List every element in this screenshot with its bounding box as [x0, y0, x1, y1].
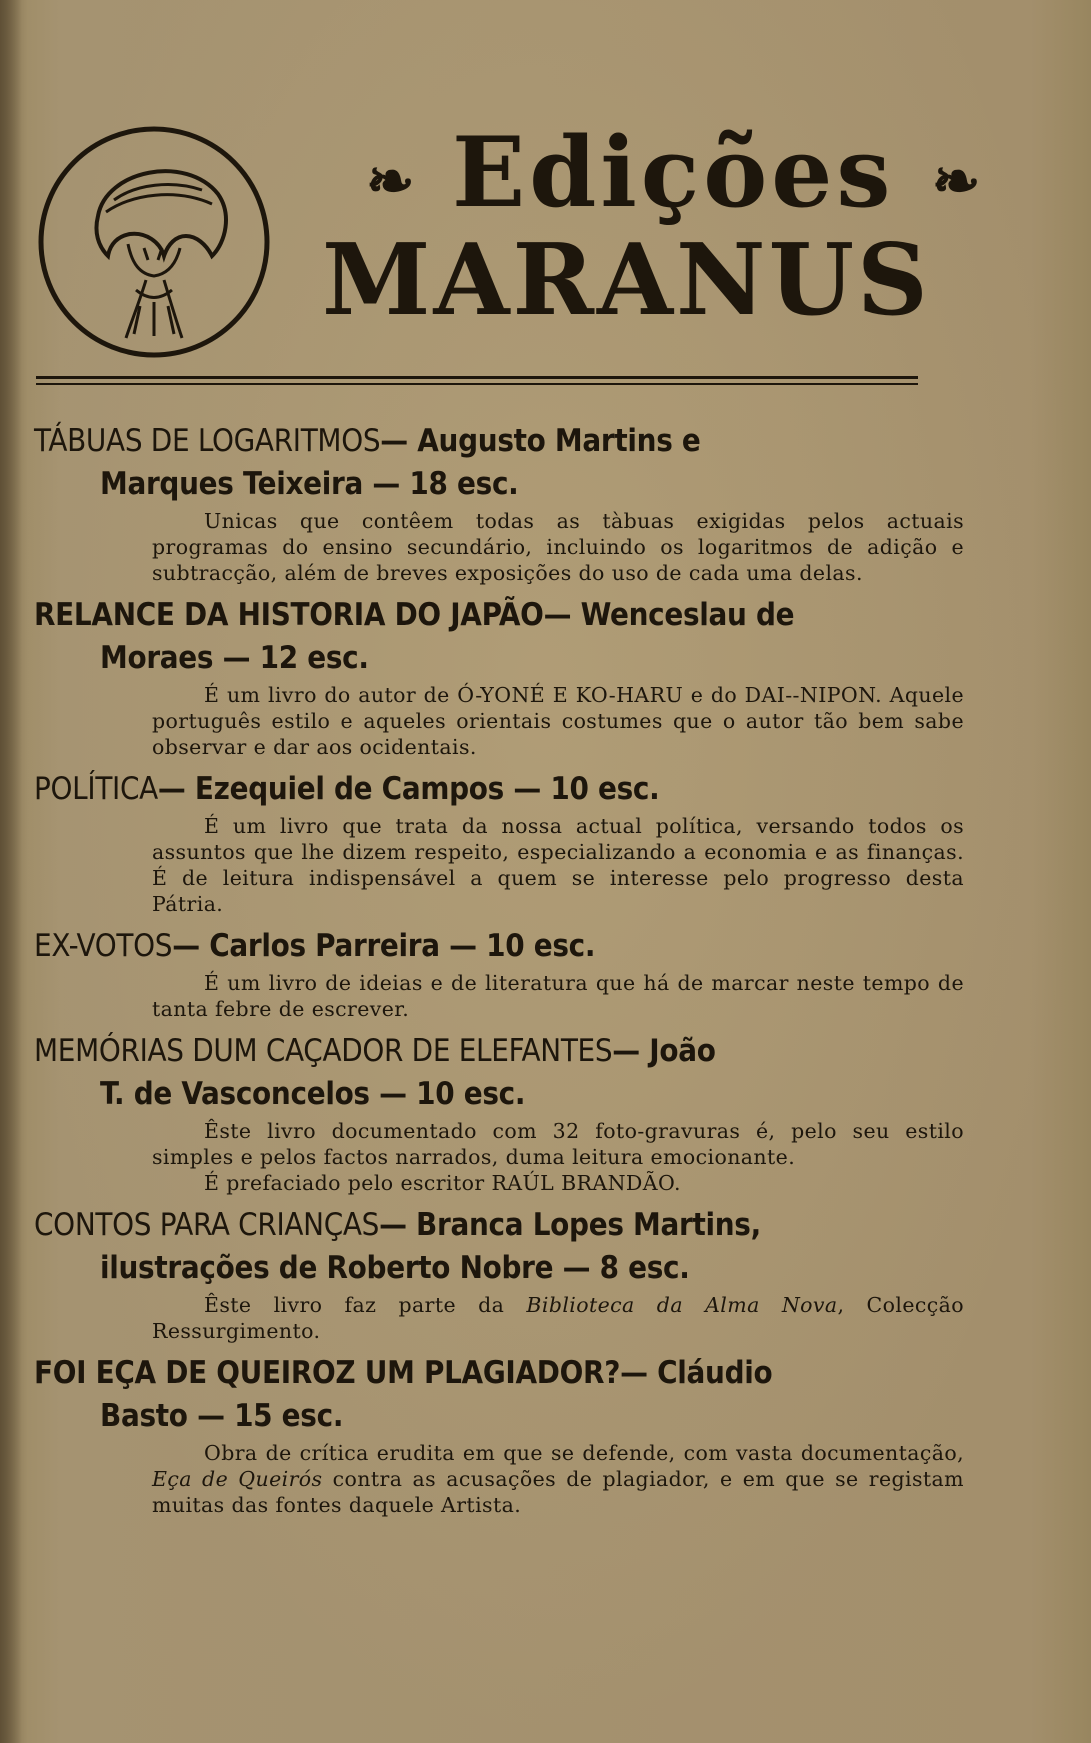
book-description: É um livro que trata da nossa actual política, versando todos os assuntos que lhe dizem respeito, especializando a economia e as finanças. É de leitura indispensável a quem se interesse pelo progresso desta Pátria.: [152, 814, 964, 916]
book-catalog: [34, 420, 965, 1526]
book-author-cont: Basto — 15 esc.: [100, 1398, 344, 1434]
book-author: — Wenceslau de: [543, 597, 795, 633]
book-author: — Augusto Martins e: [380, 423, 701, 459]
ornament-left-icon: ❧: [366, 147, 415, 216]
book-title: CONTOS PARA CRIANÇAS: [34, 1207, 380, 1243]
book-entry: [34, 1352, 964, 1518]
book-description: Êste livro documentado com 32 foto-gravuras é, pelo seu estilo simples e pelos factos narrados, duma leitura emocionante. É prefaciado pelo escritor RAÚL BRANDÃO.: [152, 1119, 964, 1195]
book-title: EX-VOTOS: [34, 928, 173, 964]
book-entry: [34, 768, 964, 917]
book-entry: [34, 420, 964, 586]
book-entry: [34, 1030, 964, 1196]
book-author: — Cláudio: [620, 1355, 773, 1391]
book-heading: [34, 1352, 934, 1438]
book-author-cont: Marques Teixeira — 18 esc.: [100, 466, 519, 502]
header-rule-bottom: [36, 383, 918, 385]
book-author-cont: ilustrações de Roberto Nobre — 8 esc.: [100, 1250, 690, 1286]
header-rule-top: [36, 376, 918, 379]
book-author: — Branca Lopes Martins,: [379, 1207, 761, 1243]
book-author-cont: Moraes — 12 esc.: [100, 640, 369, 676]
book-title: POLÍTICA: [34, 771, 158, 807]
book-description: Unicas que contêem todas as tàbuas exigidas pelos actuais programas do ensino secundário, incluindo os logaritmos de adição e subtracção, além de breves exposições do uso de cada uma delas.: [152, 509, 964, 585]
book-title: RELANCE DA HISTORIA DO JAPÃO: [34, 597, 544, 633]
book-entry: [34, 925, 964, 1022]
book-title: FOI EÇA DE QUEIROZ UM PLAGIADOR?: [34, 1355, 621, 1391]
book-description: É um livro de ideias e de literatura que há de marcar neste tempo de tanta febre de escrever.: [152, 971, 964, 1021]
book-author: — Ezequiel de Campos — 10 esc.: [157, 771, 660, 807]
ornament-right-icon: ❧: [931, 147, 981, 216]
brand-title-top: [366, 116, 981, 236]
publisher-logo-icon: [36, 124, 272, 360]
book-heading: [34, 768, 934, 811]
book-heading: [34, 1204, 934, 1290]
book-entry: [34, 594, 964, 760]
masthead: [36, 116, 981, 368]
series-name: Biblioteca da Alma Nova: [526, 1293, 838, 1317]
book-entry: [34, 1204, 965, 1344]
book-title: MEMÓRIAS DUM CAÇADOR DE ELEFANTES: [34, 1033, 613, 1069]
brand-word-edicoes: Edições: [452, 116, 895, 229]
book-title: TÁBUAS DE LOGARITMOS: [34, 423, 381, 459]
brand-title-maranus: MARANUS: [322, 223, 931, 338]
cited-author: Eça de Queirós: [152, 1467, 323, 1491]
book-description: Êste livro faz parte da Biblioteca da Alma Nova, Colecção Ressurgimento.: [152, 1293, 965, 1343]
book-description: É um livro do autor de Ó-YONÉ E KO-HARU e do DAI--NIPON. Aquele português estilo e aqueles orientais costumes que o autor tão bem sabe observar e dar aos ocidentais.: [152, 683, 964, 759]
book-author: — João: [612, 1033, 716, 1069]
book-heading: [34, 594, 934, 680]
book-author: — Carlos Parreira — 10 esc.: [172, 928, 596, 964]
book-heading: [34, 925, 934, 968]
book-author-cont: T. de Vasconcelos — 10 esc.: [100, 1076, 526, 1112]
book-heading: [34, 1030, 934, 1116]
book-heading: [34, 420, 934, 506]
book-description: Obra de crítica erudita em que se defende, com vasta documentação, Eça de Queirós contra as acusações de plagiador, e em que se registam muitas das fontes daquele Artista.: [152, 1441, 964, 1517]
